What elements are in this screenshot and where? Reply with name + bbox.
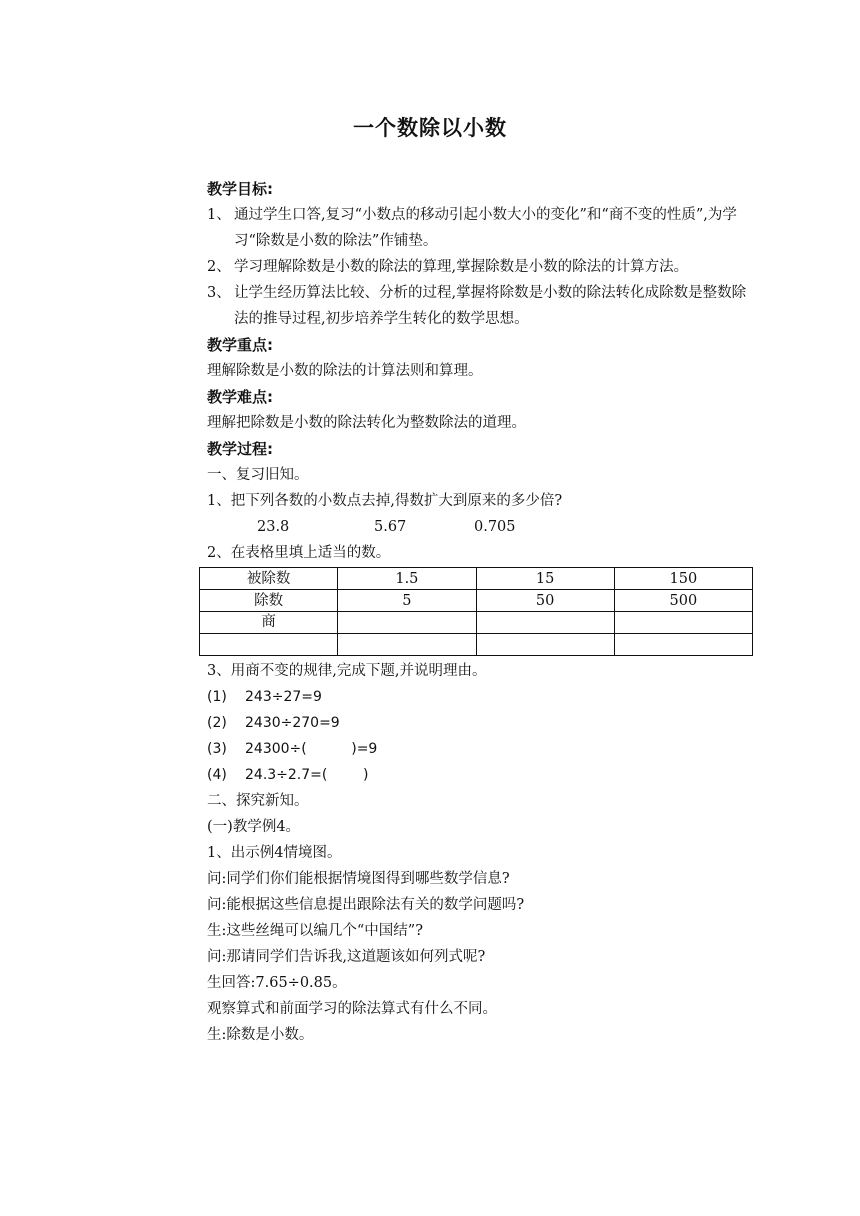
key-point-text: 理解除数是小数的除法的计算法则和算理。 — [207, 363, 483, 379]
goal-item — [207, 254, 752, 280]
table-cell: 500 — [614, 590, 752, 612]
dialogue-line: 1、出示例4情境图。 — [207, 845, 342, 861]
goal-item — [207, 202, 752, 254]
question-1: 1、把下列各数的小数点去掉,得数扩大到原来的多少倍? — [207, 493, 563, 509]
goal-number: 1、 — [207, 207, 231, 223]
dialogue-line: 生:这些丝绳可以编几个“中国结”? — [207, 923, 423, 939]
table-cell — [200, 634, 338, 656]
number-item: 0.705 — [474, 519, 516, 535]
equation-expr: 243÷27=9 — [245, 689, 322, 705]
table-row — [200, 590, 753, 612]
dialogue-line: 问:那请同学们告诉我,这道题该如何列式呢? — [207, 949, 486, 965]
goal-item — [207, 280, 752, 332]
example-heading: (一)教学例4。 — [207, 819, 301, 835]
process-heading: 教学过程: — [207, 440, 273, 458]
table-cell: 150 — [614, 568, 752, 590]
difficulty-heading: 教学难点: — [207, 388, 273, 406]
explore-heading: 二、探究新知。 — [207, 793, 309, 809]
equation-label: (1) — [207, 689, 227, 705]
table-cell: 1.5 — [338, 568, 476, 590]
question-3: 3、用商不变的规律,完成下题,并说明理由。 — [207, 663, 487, 679]
goal-number: 2、 — [207, 259, 231, 275]
equation — [207, 736, 752, 762]
equation-label: (2) — [207, 715, 227, 731]
equation-expr: 24.3÷2.7=( ) — [245, 767, 369, 783]
table-cell: 除数 — [200, 590, 338, 612]
table-cell — [614, 612, 752, 634]
table-cell — [338, 634, 476, 656]
table-cell: 15 — [476, 568, 614, 590]
question-2: 2、在表格里填上适当的数。 — [207, 545, 391, 561]
table-cell — [614, 634, 752, 656]
equation-label: (3) — [207, 741, 227, 757]
equation — [207, 710, 752, 736]
goal-text: 通过学生口答,复习“小数点的移动引起小数大小的变化”和“商不变的性质”,为学习“除数是小数的除法”作铺垫。 — [234, 207, 737, 249]
goals-heading: 教学目标: — [207, 180, 273, 198]
goal-number: 3、 — [207, 285, 231, 301]
number-list — [207, 514, 752, 540]
table-cell — [476, 612, 614, 634]
goal-text: 学习理解除数是小数的除法的算理,掌握除数是小数的除法的计算方法。 — [234, 259, 689, 275]
table-cell: 被除数 — [200, 568, 338, 590]
equation — [207, 762, 752, 788]
goal-text: 让学生经历算法比较、分析的过程,掌握将除数是小数的除法转化成除数是整数除法的推导过程,初步培养学生转化的数学思想。 — [234, 285, 747, 327]
table-cell: 商 — [200, 612, 338, 634]
table-row — [200, 612, 753, 634]
key-point-heading: 教学重点: — [207, 336, 273, 354]
number-item: 23.8 — [257, 519, 290, 535]
equation-expr: 2430÷270=9 — [245, 715, 340, 731]
number-item: 5.67 — [374, 519, 407, 535]
document-title: 一个数除以小数 — [353, 116, 507, 140]
equation-label: (4) — [207, 767, 227, 783]
document-body — [207, 176, 752, 1048]
dialogue-line: 生:除数是小数。 — [207, 1027, 314, 1043]
table-cell: 50 — [476, 590, 614, 612]
table-cell: 5 — [338, 590, 476, 612]
table-cell — [338, 612, 476, 634]
dialogue-line: 观察算式和前面学习的除法算式有什么不同。 — [207, 1001, 497, 1017]
table-cell — [476, 634, 614, 656]
table-row — [200, 568, 753, 590]
dialogue-line: 问:能根据这些信息提出跟除法有关的数学问题吗? — [207, 897, 525, 913]
division-table — [199, 567, 753, 656]
dialogue-line: 生回答:7.65÷0.85。 — [207, 975, 347, 991]
review-heading: 一、复习旧知。 — [207, 467, 309, 483]
equation-expr: 24300÷( )=9 — [245, 741, 378, 757]
table-row — [200, 634, 753, 656]
equation — [207, 684, 752, 710]
difficulty-text: 理解把除数是小数的除法转化为整数除法的道理。 — [207, 415, 526, 431]
dialogue-line: 问:同学们你们能根据情境图得到哪些数学信息? — [207, 871, 510, 887]
